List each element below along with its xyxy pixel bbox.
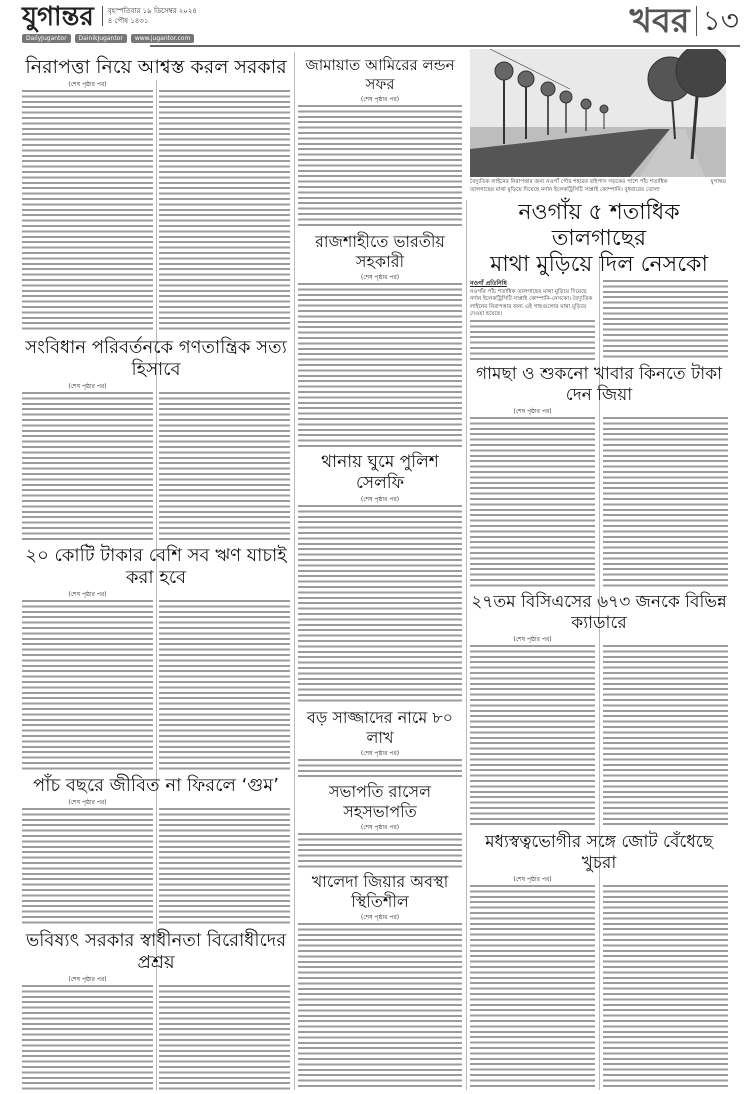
headline: ২৭তম বিসিএসের ৬৭৩ জনকে বিভিন্ন ক্যাডারে — [471, 592, 727, 633]
article-body-text — [603, 645, 728, 828]
article-body-text — [159, 808, 290, 926]
continued-label: (শেষ পৃষ্ঠার পর) — [360, 96, 400, 103]
continued-label: (শেষ পৃষ্ঠার পর) — [513, 636, 552, 643]
headline: সভাপতি রাসেল সহসভাপতি — [328, 782, 432, 821]
article-body-text — [298, 923, 462, 1090]
article-body-text — [470, 417, 595, 588]
headline: নওগাঁয় ৫ শতাধিক তালগাছের — [518, 200, 680, 251]
article-body-text — [470, 885, 595, 1090]
article-body-text — [22, 600, 153, 771]
headline: বড় সাজ্জাদের নামে ৮০ লাখ — [306, 708, 454, 747]
byline: নওগাঁ প্রতিনিধি — [470, 280, 507, 287]
continued-label: (শেষ পৃষ্ঠার পর) — [68, 383, 107, 390]
continued-label: (শেষ পৃষ্ঠার পর) — [68, 976, 107, 983]
headline: জামায়াত আমিরের লন্ডন সফর — [305, 56, 455, 93]
headline: থানায় ঘুমে পুলিশ সেলফি — [321, 452, 439, 493]
continued-label: (শেষ পৃষ্ঠার পর) — [68, 591, 107, 598]
headline: গামছা ও শুকনো খাবার কিনতে টাকা দেন জিয়া — [475, 364, 723, 405]
article-body-text — [298, 105, 462, 228]
column-divider — [294, 52, 295, 1090]
twitter-handle[interactable]: DailyJugantor — [22, 34, 71, 43]
date-bengali: ৪ পৌষ ১৪৩১ — [107, 17, 149, 25]
continued-label: (শেষ পৃষ্ঠার পর) — [513, 408, 552, 415]
continued-label: (শেষ পৃষ্ঠার পর) — [68, 81, 107, 88]
section-header — [630, 0, 739, 42]
headline: পাঁচ বছরে জীবিত না ফিরলে ‘গুম’ — [33, 775, 279, 796]
column-divider — [466, 200, 467, 1090]
article-lead: নওগাঁর পাঁচ শতাধিক তালগাছের মাথা মুড়িয়ে দিয়েছে নর্দান ইলেকট্রিসিটি সাপ্লাই কোম্পানি-নেসকো। বৈদ্যুতিক লাইনের নিরাপত্তার জন্য এই গাছগুলোর মাথা মুড়িয়ে দেওয়া হয়েছে। — [470, 289, 593, 317]
header-rule — [150, 45, 740, 47]
continued-label: (শেষ পৃষ্ঠার পর) — [68, 799, 107, 806]
issue-date — [102, 6, 197, 26]
photo-credit: যুগান্তর — [710, 179, 726, 185]
continued-label: (শেষ পৃষ্ঠার পর) — [360, 914, 400, 921]
article-body-text — [603, 885, 728, 1090]
continued-label: (শেষ পৃষ্ঠার পর) — [360, 824, 400, 831]
social-links — [22, 34, 194, 43]
page-number: ১৩ — [702, 4, 739, 37]
article-body-text — [470, 320, 595, 360]
photo-caption: বৈদ্যুতিক লাইনের নিরাপত্তার জন্য নওগাঁ পৌর শহরের বাইপাস সড়কের পাশে পাঁচ শতাধিক তালগাছের মাথা মুড়িয়ে দিয়েছে নর্দান ইলেকট্রিসিটি সাপ্লাই কোম্পানি। বুধবারের তোলা — [470, 179, 668, 193]
headline: নিরাপত্তা নিয়ে আশ্বস্ত করল সরকার — [25, 56, 287, 78]
article-body-text — [159, 985, 290, 1090]
article-body-text — [298, 283, 462, 448]
article-body-text — [22, 808, 153, 926]
headline-line-2: মাথা মুড়িয়ে দিল নেসকো — [490, 252, 708, 277]
headline: রাজশাহীতে ভারতীয় সহকারী — [315, 232, 445, 271]
article-body-text — [22, 90, 153, 333]
continued-label: (শেষ পৃষ্ঠার পর) — [513, 876, 552, 883]
article-body-text — [603, 417, 728, 588]
article-body-text — [298, 759, 462, 778]
date-gregorian: বৃহস্পতিবার ১৯ ডিসেম্বর ২০২৪ — [107, 7, 197, 15]
article-body-text — [159, 90, 290, 333]
palm-road-photo — [470, 49, 726, 177]
continued-label: (শেষ পৃষ্ঠার পর) — [360, 750, 400, 757]
article-body-text — [470, 645, 595, 828]
headline: মধ্যস্বত্বভোগীর সঙ্গে জোট বেঁধেছে খুচরা — [485, 832, 713, 873]
article-body-text — [298, 505, 462, 704]
newspaper-logo: যুগান্তর — [22, 2, 94, 32]
headline: সংবিধান পরিবর্তনকে গণতান্ত্রিক সত্য হিসাবে — [25, 337, 287, 380]
article-body-text — [22, 985, 153, 1090]
article-body-text — [159, 392, 290, 541]
article-body-text — [22, 392, 153, 541]
article-body-text — [159, 600, 290, 771]
news-photo — [470, 49, 726, 177]
continued-label: (শেষ পৃষ্ঠার পর) — [360, 274, 400, 281]
continued-label: (শেষ পৃষ্ঠার পর) — [360, 496, 400, 503]
article-body-text — [298, 833, 462, 868]
facebook-handle[interactable]: DainikJugantor — [75, 34, 127, 43]
headline: ২০ কোটি টাকার বেশি সব ঋণ যাচাই করা হবে — [25, 545, 287, 588]
headline: ভবিষ্যৎ সরকার স্বাধীনতা বিরোধীদের প্রশ্রয় — [25, 930, 287, 973]
headline: খালেদা জিয়ার অবস্থা স্থিতিশীল — [311, 872, 449, 911]
section-name: খবর — [629, 1, 690, 41]
article-body-text — [603, 280, 728, 360]
website-link[interactable]: www.jugantor.com — [131, 34, 195, 43]
masthead-brand — [22, 2, 197, 32]
divider — [696, 6, 697, 36]
